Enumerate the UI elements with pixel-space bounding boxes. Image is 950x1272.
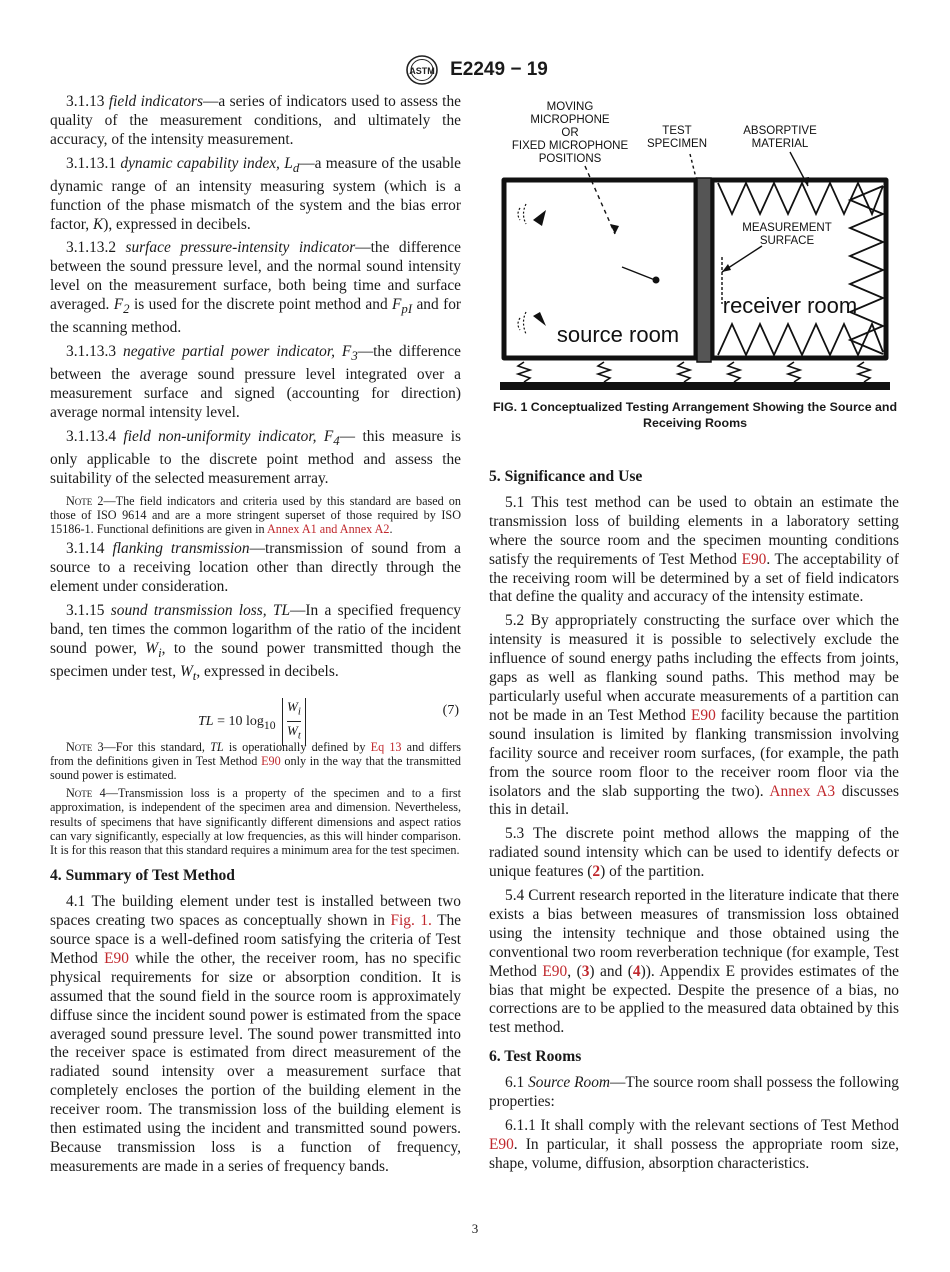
label-mic-1: MOVING — [546, 101, 594, 113]
e90-link[interactable]: E90 — [741, 550, 767, 568]
note-4: Note 4—Transmission loss is a property of the specimen and to a first approximation, is independent of the specimen area and dimension. Nevertheless, results of specimens that have significantly different dimensions and aspect ratios can vary significantly, especially at low frequencies, as this will hinder comparison. It is for this reason that this standard requires a minimum area for the test specimen. — [50, 786, 461, 858]
mic-arrowhead — [610, 224, 619, 234]
e90-link[interactable]: E90 — [489, 1135, 514, 1153]
section-4-title: 4. Summary of Test Method — [50, 867, 235, 885]
definition-3-1-13: 3.1.13 field indicators—a series of indicators used to assess the quality of the measurement conditions, and ultimately the accuracy, of the intensity measurement. — [50, 93, 461, 148]
right-column — [489, 468, 899, 1179]
paragraph-5-4: 5.4 Current research reported in the literature indicate that there exists a bias between measures of transmission loss obtained using the intensity technique and those obtained using the conventional two room reverberation technique (for example, Test Method E90, (3) and (4)). Appendix E provides estimates of the bias that might be expected. Despite the presence of a bias, no corrections are to be applied to the measured data obtained by this test method. — [489, 887, 899, 1037]
label-surface-2: SURFACE — [759, 235, 815, 247]
equation-7 — [50, 692, 461, 742]
microphone-icon — [653, 277, 660, 284]
label-mic-5: POSITIONS — [538, 153, 602, 165]
label-surface-1: MEASUREMENT — [742, 222, 832, 234]
speaker-bottom-icon — [518, 312, 546, 334]
e90-link[interactable]: E90 — [104, 949, 129, 967]
document-number: E2249 − 19 — [450, 59, 548, 80]
label-absorptive-2: MATERIAL — [751, 138, 809, 150]
label-receiver-room: receiver room — [722, 293, 858, 318]
figure-1-caption: FIG. 1 Conceptualized Testing Arrangement Showing the Source and Receiving Rooms — [492, 400, 898, 430]
definition-3-1-13-4: 3.1.13.4 field non-uniformity indicator, $F_4—$ this measure is only applicable to the discrete point method and assess the suitability of the selected measurement array. — [50, 427, 461, 487]
paragraph-4-1: 4.1 The building element under test is installed between two spaces creating two spaces as conceptually shown in Fig. 1. The source space is a well-defined room satisfying the criteria of Test Method E90 while the other, the receiver room, has no specific physical requirements for size or absorption condition. It is assumed that the sound field in the source room is approximately diffuse since the incident sound power is estimated from the space averaged sound pressure level. The sound power transmitted into the receiver space is estimated from direct measurement of the radiated sound intensity over a measurement surface that completely encloses the portion of the building element in the receiver room. The transmission loss of the building element is then estimated using the incident and transmitted sound powers. Because transmission loss is a function of frequency, measurements are made in a series of frequency bands. — [50, 893, 461, 1175]
reference-4-link[interactable]: 4 — [632, 962, 641, 980]
specimen-arrow — [690, 154, 696, 178]
note-3: Note 3—For this standard, TL is operationally defined by Eq 13 and differs from the definitions given in Test Method E90 only in the way that the transmitted sound power is estimated. — [50, 739, 462, 783]
eq-13-link[interactable]: Eq 13 — [370, 739, 402, 754]
test-specimen — [697, 178, 711, 362]
label-absorptive-1: ABSORPTIVE — [743, 125, 817, 137]
support-slab — [500, 382, 890, 390]
label-mic-3: OR — [561, 127, 579, 139]
page-number: 3 — [471, 1221, 479, 1236]
absorptive-material — [718, 183, 883, 355]
definition-3-1-14: 3.1.14 flanking transmission—transmission of sound from a source to a receiving location other than directly through the element under consideration. — [50, 540, 461, 595]
label-specimen-1: TEST — [662, 125, 692, 137]
annex-a3-link[interactable]: Annex A3 — [769, 782, 836, 800]
paragraph-5-1: 5.1 This test method can be used to obtain an estimate the transmission loss of building elements in a laboratory setting where the source room and the specimen mounting conditions satisfy the requirements of Test Method E90. The acceptability of the receiving room will be determined by a set of field indicators that define the quality and accuracy of the intensity estimate. — [489, 493, 899, 606]
paragraph-5-3: 5.3 The discrete point method allows the mapping of the radiated sound intensity which can be used to identify defects or unique features (2) of the partition. — [489, 825, 899, 881]
e90-link[interactable]: E90 — [690, 706, 716, 724]
left-column — [50, 93, 461, 1182]
section-5-title: 5. Significance and Use — [489, 468, 643, 485]
mic-arrow — [585, 166, 615, 234]
label-mic-2: MICROPHONE — [530, 114, 610, 126]
label-source-room: source room — [556, 322, 680, 347]
annex-a1-a2-link[interactable]: Annex A1 and Annex A2 — [266, 521, 390, 536]
microphone-boom — [622, 267, 655, 280]
fig-1-link[interactable]: Fig. 1. — [390, 912, 432, 930]
e90-link[interactable]: E90 — [542, 962, 568, 980]
receiver-room-walls — [712, 180, 886, 358]
definition-3-1-13-2: 3.1.13.2 surface pressure-intensity indicator—the difference between the sound pressure level, and the normal sound intensity level on the measurement surface, both being time and surface averaged. $F_2$ is used for the discrete point method and $F_{pI}$ and for the scanning method. — [50, 239, 462, 337]
note-2: Note 2—The field indicators and criteria used by this standard are based on those of ISO 9614 and are a more stringent superset of those required by ISO 15186-1. Functional definitions are given in Annex A1 and Annex A2. — [50, 493, 461, 536]
equation-number: (7) — [442, 702, 459, 718]
paragraph-5-2: 5.2 By appropriately constructing the surface over which the intensity is measured it is possible to selectively exclude the influence of sound energy paths including the effects from joints, gaps as well as flanking sound paths. This method may be particularly useful when accurate measurements of a partition can not be made in an Test Method E90 facility because the partition sound insulation is limited by flanking transmission involving facility source and receiver room surfaces, (for example, the path from the source room floor to the receiver room floor via the isolators and the slab supporting the two). Annex A3 discusses this in detail. — [489, 612, 900, 819]
paragraph-6-1-1: 6.1.1 It shall comply with the relevant sections of Test Method E90. In particular, it shall possess the appropriate room size, shape, volume, diffusion, absorption characteristics. — [489, 1117, 899, 1172]
reference-3-link[interactable]: 3 — [581, 962, 590, 980]
label-mic-4: FIXED MICROPHONE — [511, 140, 629, 152]
surface-arrowhead — [722, 264, 731, 272]
isolator-springs — [518, 362, 870, 382]
e90-link[interactable]: E90 — [261, 753, 281, 768]
definition-3-1-13-1: 3.1.13.1 dynamic capability index, $L_d—a$ measure of the usable dynamic range of an intensity measuring system (which is a function of the phase mismatch of the system and the bias error factor, K), expressed in decibels. — [50, 154, 461, 233]
definition-3-1-15: 3.1.15 sound transmission loss, TL—In a specified frequency band, ten times the common logarithm of the ratio of the incident sound power, $W_i$, to the sound power transmitted though the specimen under test, $W_t$, expressed in decibels. — [50, 601, 461, 683]
definition-3-1-13-3: 3.1.13.3 negative partial power indicator, $F_3—the$ difference between the average sound pressure level integrated over a measurement surface and signed (accounting for direction) average normal intensity level. — [50, 343, 461, 421]
reference-2-link[interactable]: 2 — [592, 863, 601, 881]
paragraph-6-1: 6.1 Source Room—The source room shall possess the following properties: — [489, 1074, 900, 1111]
svg-text:ASTM: ASTM — [409, 66, 435, 76]
page-header — [0, 54, 950, 86]
astm-logo-icon — [402, 54, 442, 86]
label-specimen-2: SPECIMEN — [646, 138, 708, 150]
section-6-title: 6. Test Rooms — [489, 1048, 582, 1066]
equation-expression: TL = 10 $\log_{10}$ $\frac{W_i}{W_t}$ — [198, 698, 306, 746]
speaker-top-icon — [518, 204, 546, 226]
figure-1-diagram — [490, 94, 900, 434]
